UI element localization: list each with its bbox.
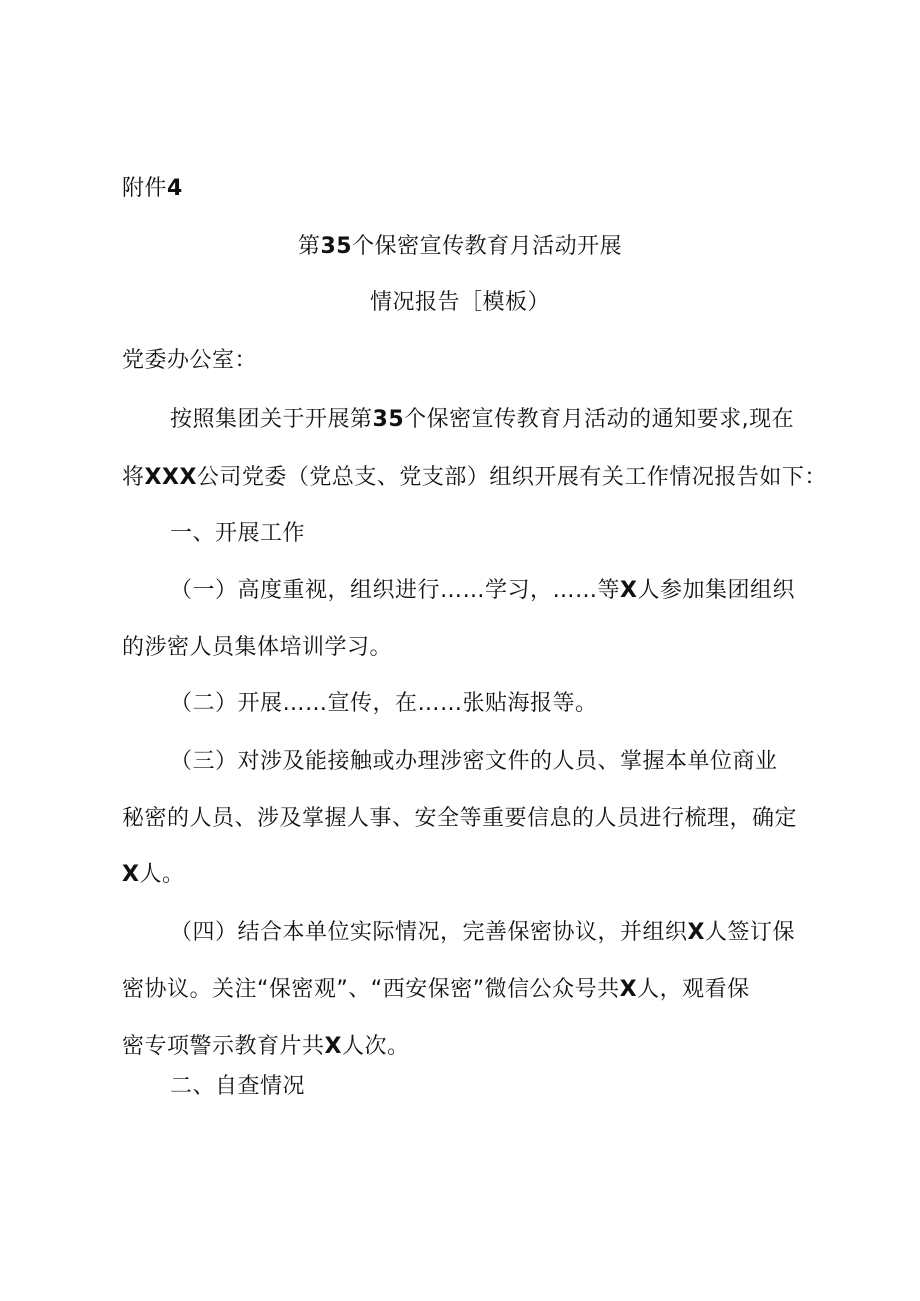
item-4-line-3: 密专项警示教育片共X人次。 xyxy=(122,1034,410,1059)
item-2-line: （二）开展……宣传，在……张贴海报等。 xyxy=(170,691,598,716)
item-4-line-2: 密协议。关注“保密观”、“西安保密”微信公众号共X人，观看保 xyxy=(122,977,750,1002)
section-1-heading: 一、开展工作 xyxy=(170,521,306,546)
title-line-2: 情况报告［模板） xyxy=(369,290,550,315)
title-line-1: 第35个保密宣传教育月活动开展 xyxy=(297,234,623,259)
salutation: 党委办公室： xyxy=(122,348,258,373)
item-3-line-3: X人。 xyxy=(122,862,185,887)
intro-line-2: 将XXX公司党委（党总支、党支部）组织开展有关工作情况报告如下： xyxy=(122,465,827,490)
item-4-line-1: （四）结合本单位实际情况，完善保密协议，并组织X人签订保 xyxy=(170,920,795,945)
item-1-line-1: （一）高度重视，组织进行……学习，……等X人参加集团组织 xyxy=(170,578,795,603)
item-1-line-2: 的涉密人员集体培训学习。 xyxy=(122,635,393,660)
item-3-line-2: 秘密的人员、涉及掌握人事、安全等重要信息的人员进行梳理，确定 xyxy=(122,806,798,831)
intro-line-1: 按照集团关于开展第35个保密宣传教育月活动的通知要求,现在 xyxy=(170,407,795,432)
item-3-line-1: （三）对涉及能接触或办理涉密文件的人员、掌握本单位商业 xyxy=(170,749,778,774)
attachment-label: 附件4 xyxy=(122,176,183,201)
section-2-heading: 二、自查情况 xyxy=(170,1074,306,1099)
